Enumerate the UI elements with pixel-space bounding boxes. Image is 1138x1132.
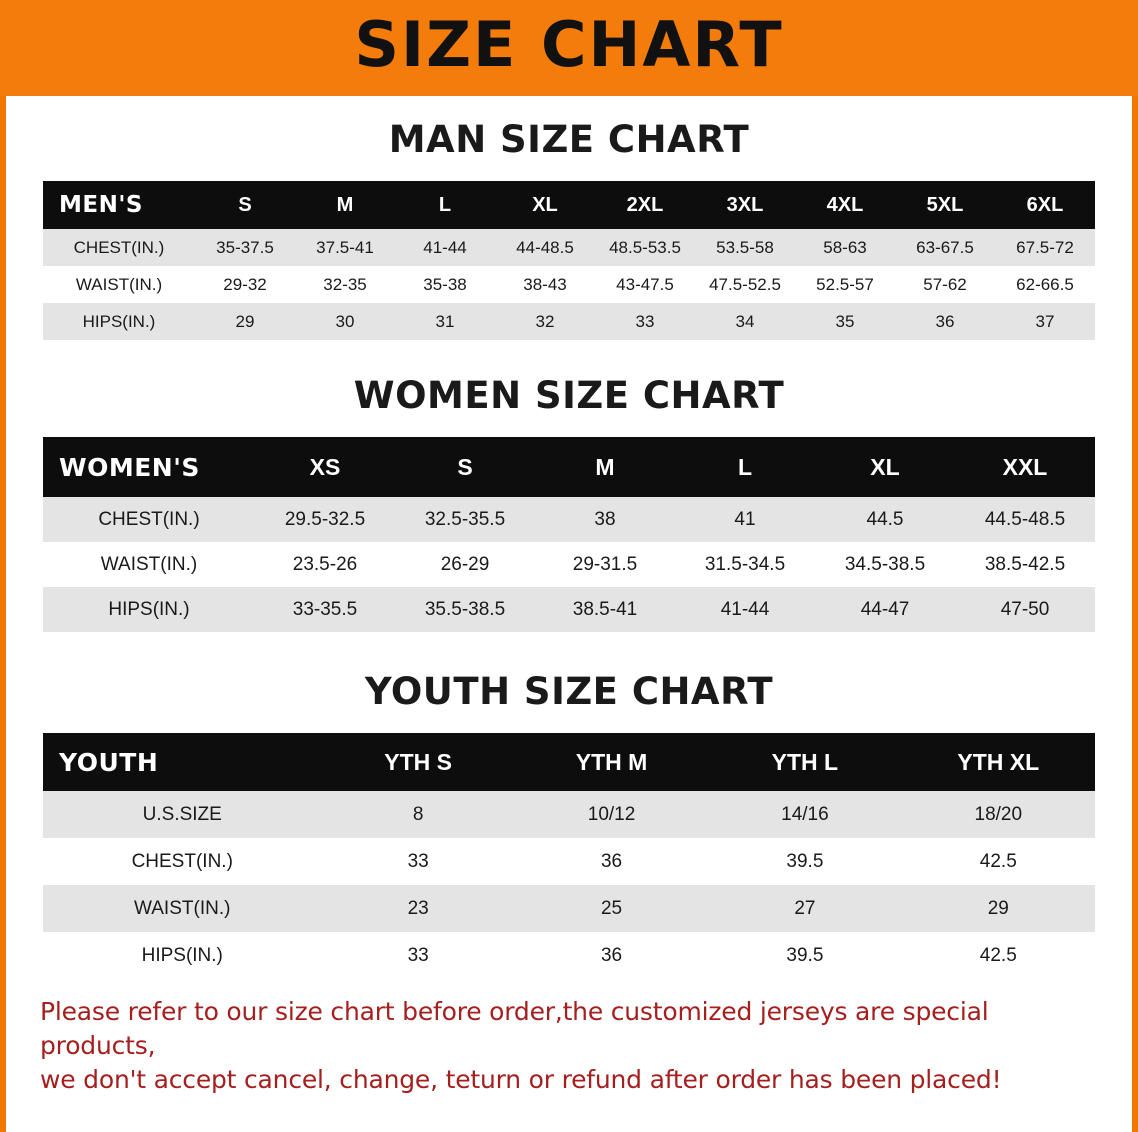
table-row — [43, 229, 1095, 266]
youth-section-title: YOUTH SIZE CHART — [364, 670, 774, 713]
men-cell-1-0: 29-32 — [195, 266, 295, 303]
table-row — [43, 497, 1095, 542]
women-cell-0-2: 38 — [535, 497, 675, 542]
youth-cell-2-2: 27 — [708, 885, 901, 932]
women-col-1: S — [395, 437, 535, 497]
women-cell-2-3: 41-44 — [675, 587, 815, 632]
table-row — [43, 266, 1095, 303]
women-cell-2-2: 38.5-41 — [535, 587, 675, 632]
women-cell-2-5: 47-50 — [955, 587, 1095, 632]
youth-size-table — [43, 733, 1095, 979]
men-cell-2-0: 29 — [195, 303, 295, 340]
disclaimer-line-1: Please refer to our size chart before order,the customized jerseys are special products, — [40, 997, 989, 1060]
men-section-title: MAN SIZE CHART — [388, 118, 750, 161]
men-cell-0-7: 63-67.5 — [895, 229, 995, 266]
youth-col-1: YTH M — [515, 733, 708, 791]
men-cell-1-2: 35-38 — [395, 266, 495, 303]
men-col-2: L — [395, 181, 495, 229]
table-header-row — [43, 181, 1095, 229]
table-row — [43, 838, 1095, 885]
men-col-3: XL — [495, 181, 595, 229]
men-col-8: 6XL — [995, 181, 1095, 229]
men-cell-0-8: 67.5-72 — [995, 229, 1095, 266]
men-col-5: 3XL — [695, 181, 795, 229]
youth-cell-0-1: 10/12 — [515, 791, 708, 838]
women-cell-1-3: 31.5-34.5 — [675, 542, 815, 587]
women-col-4: XL — [815, 437, 955, 497]
youth-row-3-label: HIPS(IN.) — [43, 932, 321, 979]
men-size-table — [43, 181, 1095, 340]
women-cell-0-3: 41 — [675, 497, 815, 542]
table-row — [43, 932, 1095, 979]
youth-row-1-label: CHEST(IN.) — [43, 838, 321, 885]
men-cell-0-1: 37.5-41 — [295, 229, 395, 266]
men-cell-1-1: 32-35 — [295, 266, 395, 303]
men-col-0: S — [195, 181, 295, 229]
youth-label-head: YOUTH — [43, 733, 321, 791]
women-size-table — [43, 437, 1095, 632]
youth-cell-2-3: 29 — [902, 885, 1095, 932]
men-cell-2-4: 33 — [595, 303, 695, 340]
men-cell-1-4: 43-47.5 — [595, 266, 695, 303]
banner-title: SIZE CHART — [354, 8, 784, 81]
men-col-6: 4XL — [795, 181, 895, 229]
women-section-title: WOMEN SIZE CHART — [353, 374, 785, 417]
women-cell-1-0: 23.5-26 — [255, 542, 395, 587]
women-col-0: XS — [255, 437, 395, 497]
men-row-0-label: CHEST(IN.) — [43, 229, 195, 266]
youth-cell-2-1: 25 — [515, 885, 708, 932]
youth-cell-1-0: 33 — [321, 838, 514, 885]
women-cell-0-5: 44.5-48.5 — [955, 497, 1095, 542]
youth-cell-3-2: 39.5 — [708, 932, 901, 979]
men-cell-2-1: 30 — [295, 303, 395, 340]
men-cell-1-5: 47.5-52.5 — [695, 266, 795, 303]
table-header-row — [43, 437, 1095, 497]
table-header-row — [43, 733, 1095, 791]
women-cell-2-1: 35.5-38.5 — [395, 587, 535, 632]
youth-col-0: YTH S — [321, 733, 514, 791]
men-col-7: 5XL — [895, 181, 995, 229]
men-col-4: 2XL — [595, 181, 695, 229]
youth-cell-1-1: 36 — [515, 838, 708, 885]
women-row-0-label: CHEST(IN.) — [43, 497, 255, 542]
women-cell-2-0: 33-35.5 — [255, 587, 395, 632]
men-cell-0-3: 44-48.5 — [495, 229, 595, 266]
women-cell-0-0: 29.5-32.5 — [255, 497, 395, 542]
youth-cell-0-2: 14/16 — [708, 791, 901, 838]
table-row — [43, 791, 1095, 838]
youth-cell-0-3: 18/20 — [902, 791, 1095, 838]
men-cell-2-3: 32 — [495, 303, 595, 340]
women-cell-1-4: 34.5-38.5 — [815, 542, 955, 587]
table-row — [43, 542, 1095, 587]
women-cell-1-5: 38.5-42.5 — [955, 542, 1095, 587]
men-cell-2-7: 36 — [895, 303, 995, 340]
men-col-1: M — [295, 181, 395, 229]
youth-row-2-label: WAIST(IN.) — [43, 885, 321, 932]
women-cell-1-2: 29-31.5 — [535, 542, 675, 587]
table-row — [43, 885, 1095, 932]
men-label-head: MEN'S — [43, 181, 195, 229]
women-label-head: WOMEN'S — [43, 437, 255, 497]
youth-cell-2-0: 23 — [321, 885, 514, 932]
women-row-2-label: HIPS(IN.) — [43, 587, 255, 632]
men-cell-2-8: 37 — [995, 303, 1095, 340]
women-col-5: XXL — [955, 437, 1095, 497]
women-cell-0-1: 32.5-35.5 — [395, 497, 535, 542]
youth-col-3: YTH XL — [902, 733, 1095, 791]
youth-col-2: YTH L — [708, 733, 901, 791]
youth-cell-3-0: 33 — [321, 932, 514, 979]
men-cell-1-8: 62-66.5 — [995, 266, 1095, 303]
women-col-2: M — [535, 437, 675, 497]
women-cell-2-4: 44-47 — [815, 587, 955, 632]
youth-cell-3-1: 36 — [515, 932, 708, 979]
youth-cell-1-3: 42.5 — [902, 838, 1095, 885]
women-cell-1-1: 26-29 — [395, 542, 535, 587]
men-cell-1-7: 57-62 — [895, 266, 995, 303]
men-cell-0-0: 35-37.5 — [195, 229, 295, 266]
men-cell-0-4: 48.5-53.5 — [595, 229, 695, 266]
men-row-2-label: HIPS(IN.) — [43, 303, 195, 340]
men-cell-2-2: 31 — [395, 303, 495, 340]
men-row-1-label: WAIST(IN.) — [43, 266, 195, 303]
men-cell-2-5: 34 — [695, 303, 795, 340]
table-row — [43, 303, 1095, 340]
men-cell-1-6: 52.5-57 — [795, 266, 895, 303]
men-cell-2-6: 35 — [795, 303, 895, 340]
men-cell-1-3: 38-43 — [495, 266, 595, 303]
youth-row-0-label: U.S.SIZE — [43, 791, 321, 838]
youth-cell-0-0: 8 — [321, 791, 514, 838]
women-col-3: L — [675, 437, 815, 497]
women-cell-0-4: 44.5 — [815, 497, 955, 542]
banner — [0, 0, 1138, 96]
disclaimer-note — [40, 995, 1102, 1096]
men-cell-0-5: 53.5-58 — [695, 229, 795, 266]
men-cell-0-2: 41-44 — [395, 229, 495, 266]
women-row-1-label: WAIST(IN.) — [43, 542, 255, 587]
table-row — [43, 587, 1095, 632]
disclaimer-line-2: we don't accept cancel, change, teturn or refund after order has been placed! — [40, 1064, 1002, 1094]
youth-cell-1-2: 39.5 — [708, 838, 901, 885]
men-cell-0-6: 58-63 — [795, 229, 895, 266]
youth-cell-3-3: 42.5 — [902, 932, 1095, 979]
